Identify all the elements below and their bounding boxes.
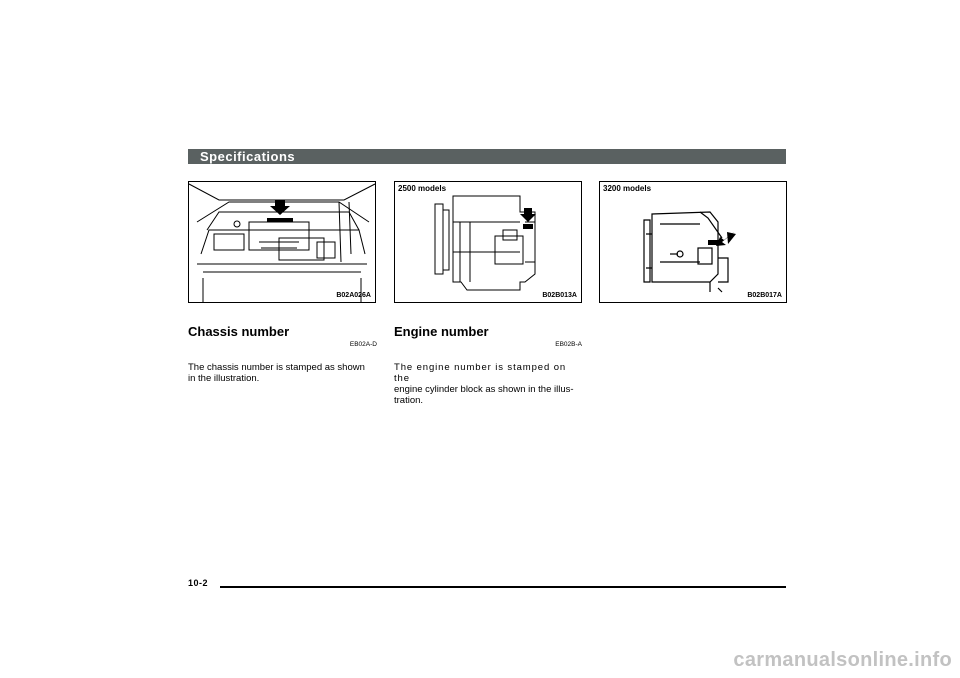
- footer-rule: [220, 586, 786, 588]
- figure-code: B02B017A: [747, 292, 782, 299]
- engine-code-ref: EB02B-A: [555, 341, 582, 348]
- chassis-number-heading: Chassis number: [188, 324, 290, 339]
- chassis-code-ref: EB02A-D: [349, 341, 377, 348]
- chassis-text-line: The chassis number is stamped as shown: [188, 362, 365, 373]
- figure-chassis: [188, 181, 376, 303]
- watermark: carmanualsonline.info: [733, 649, 952, 671]
- figure-code: B02A026A: [336, 292, 371, 299]
- figure-code: B02B013A: [542, 292, 577, 299]
- chassis-text-line: in the illustration.: [188, 373, 260, 384]
- figure-3200-models: [599, 181, 787, 303]
- figure-label: 3200 models: [603, 184, 652, 193]
- engine-side-illustration: [395, 182, 581, 302]
- engine-body-text: [394, 362, 582, 406]
- section-header: [188, 149, 786, 164]
- engine-text-line: engine cylinder block as shown in the illus-: [394, 384, 574, 395]
- engine-text-line: tration.: [394, 395, 424, 406]
- engine-number-heading: Engine number: [394, 324, 489, 339]
- hood-open-chassis-illustration: [189, 182, 375, 302]
- figure-2500-models: [394, 181, 582, 303]
- engine-block-illustration: [600, 182, 786, 302]
- section-title: Specifications: [200, 149, 296, 164]
- figure-label: 2500 models: [398, 184, 447, 193]
- chassis-body-text: [188, 362, 388, 384]
- engine-text-line: The engine number is stamped on the: [394, 362, 567, 384]
- page-number: 10-2: [188, 578, 209, 588]
